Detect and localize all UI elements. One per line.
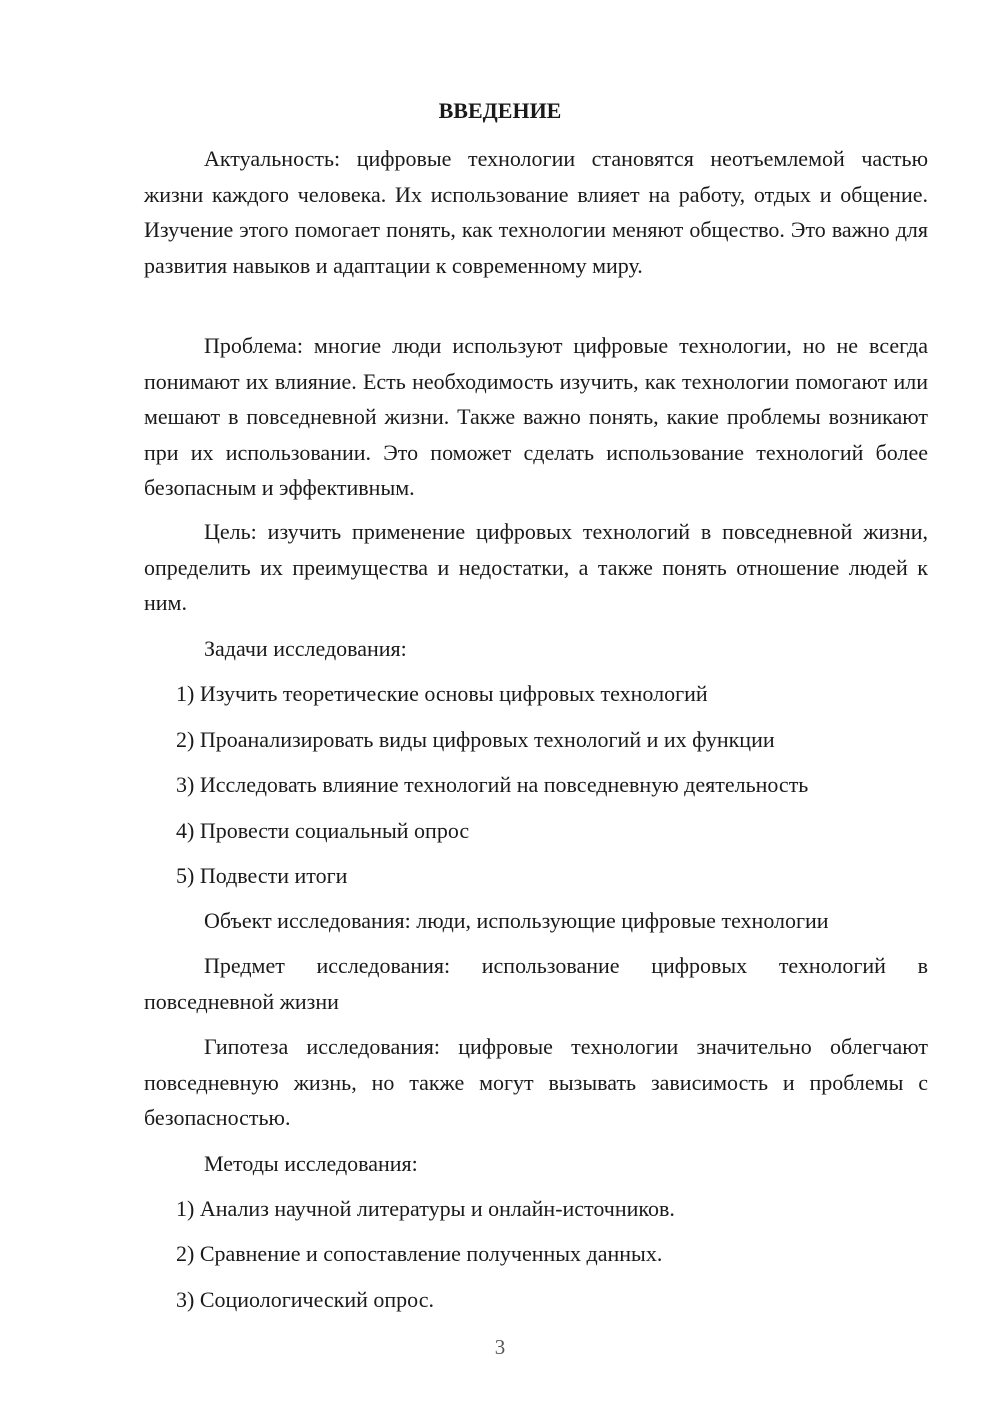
methods-heading: Методы исследования: (204, 1151, 418, 1176)
task-item-1: 1) Изучить теоретические основы цифровых технологий (176, 681, 708, 706)
tasks-heading: Задачи исследования: (204, 636, 407, 661)
goal-paragraph: Цель: изучить применение цифровых технологий в повседневной жизни, определить их преимущества и недостатки, а также понять отношение людей к ним. (144, 519, 928, 615)
task-item-3: 3) Исследовать влияние технологий на повседневную деятельность (176, 772, 809, 797)
problem-paragraph: Проблема: многие люди используют цифровые технологии, но не всегда понимают их влияние. Есть необходимость изучить, как технологии помогают или мешают в повседневной жизни. Также важно понять, какие проблемы возникают при их использовании. Это поможет сделать использование технологий более безопасным и эффективным. (144, 333, 928, 500)
method-item-3: 3) Социологический опрос. (176, 1287, 434, 1312)
hypothesis-paragraph: Гипотеза исследования: цифровые технологии значительно облегчают повседневную жизнь, но также могут вызывать зависимость и проблемы с безопасностью. (144, 1034, 928, 1130)
page-number: 3 (494, 1335, 506, 1359)
relevance-paragraph: Актуальность: цифровые технологии становятся неотъемлемой частью жизни каждого человека. Их использование влияет на работу, отдых и общение. Изучение этого помогает понять, как технологии меняют общество. Это важно для развития навыков и адаптации к современному миру. (144, 146, 928, 278)
method-item-2: 2) Сравнение и сопоставление полученных данных. (176, 1241, 663, 1266)
task-item-4: 4) Провести социальный опрос (176, 818, 470, 843)
page-title: ВВЕДЕНИЕ (438, 98, 562, 123)
subject-paragraph: Предмет исследования: использование цифровых технологий в повседневной жизни (144, 953, 928, 1014)
object-paragraph: Объект исследования: люди, использующие цифровые технологии (204, 908, 829, 933)
task-item-5: 5) Подвести итоги (176, 863, 348, 888)
method-item-1: 1) Анализ научной литературы и онлайн-источников. (176, 1196, 675, 1221)
task-item-2: 2) Проанализировать виды цифровых технологий и их функции (176, 727, 775, 752)
